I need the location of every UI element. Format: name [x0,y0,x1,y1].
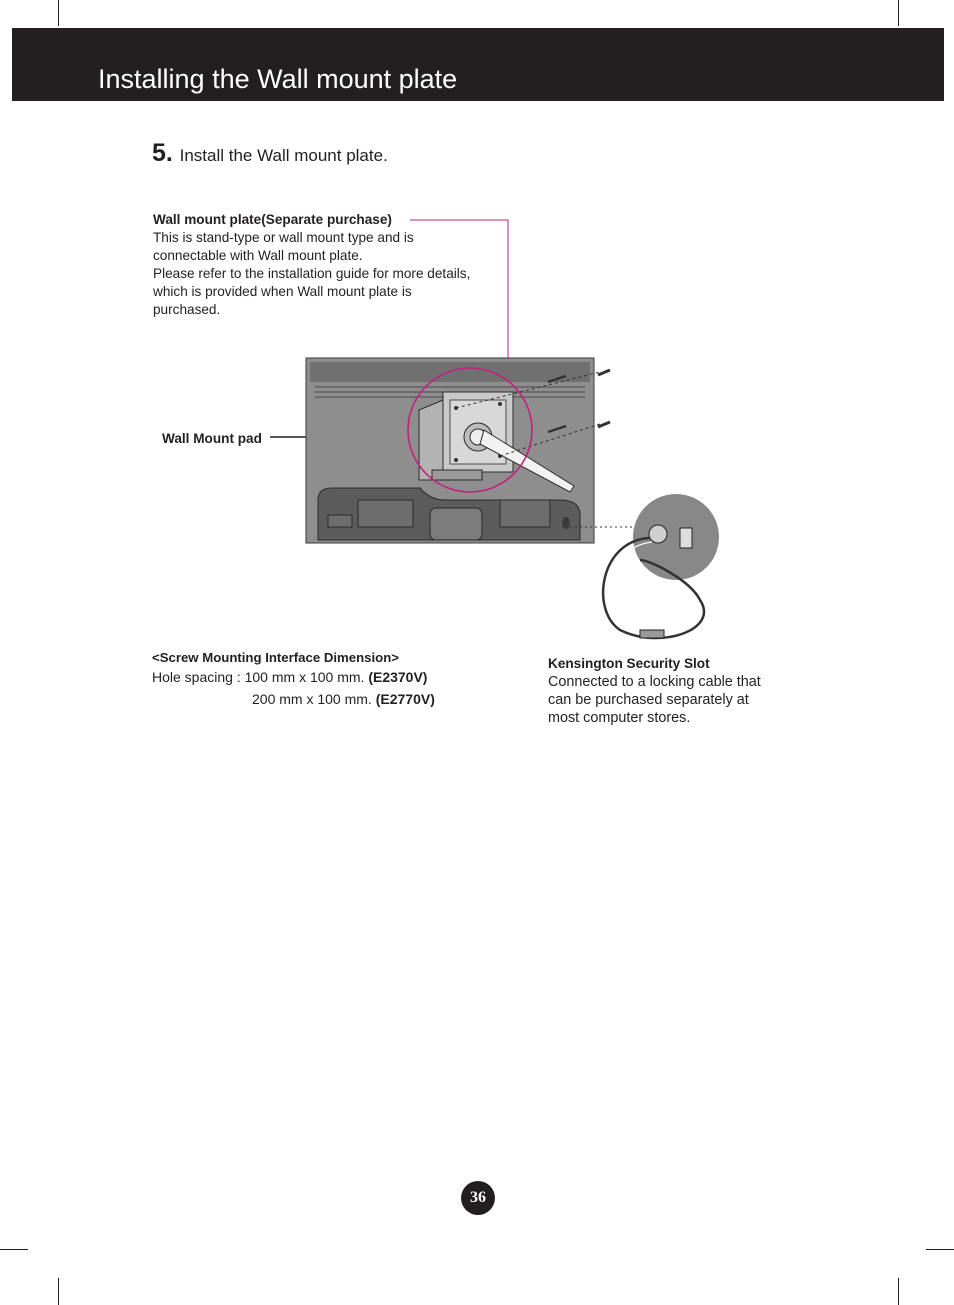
page-number: 36 [461,1181,495,1215]
kensington-note [548,655,808,727]
wall-plate-note-title: Wall mount plate(Separate purchase) [153,212,392,227]
step-number: 5. [152,139,173,167]
screw-interface-title: <Screw Mounting Interface Dimension> [152,650,399,665]
kensington-note-title: Kensington Security Slot [548,656,710,671]
screw-interface-block [152,649,492,708]
step-text: Install the Wall mount plate. [179,146,388,165]
screw-spacing-text-2: 200 mm x 100 mm. [252,691,372,707]
crop-mark [926,1249,954,1250]
kensington-note-line: most computer stores. [548,710,691,726]
crop-mark [898,1278,899,1305]
page-title: Installing the Wall mount plate [98,64,458,94]
wall-mount-plate [419,392,513,480]
wall-plate-note-line: Please refer to the installation guide for more details, [153,266,471,281]
wall-plate-note-line: purchased. [153,302,221,317]
screw-spacing-line-2 [152,690,492,708]
wall-plate-note-line: connectable with Wall mount plate. [153,248,363,263]
wall-plate-note-line: which is provided when Wall mount plate is [153,284,412,299]
screw-spacing-model-2: (E2770V) [375,691,435,707]
screw-spacing-text-1: Hole spacing : 100 mm x 100 mm. [152,669,365,685]
wall-plate-note-line: This is stand-type or wall mount type and is [153,230,414,245]
crop-mark [0,1249,28,1250]
screw-spacing-model-1: (E2370V) [368,669,428,685]
wall-mount-pad-label: Wall Mount pad [162,431,262,446]
crop-mark [58,1278,59,1305]
screw-spacing-line-1 [152,668,492,686]
kensington-note-line: can be purchased separately at [548,692,749,708]
kensington-note-line: Connected to a locking cable that [548,674,761,690]
